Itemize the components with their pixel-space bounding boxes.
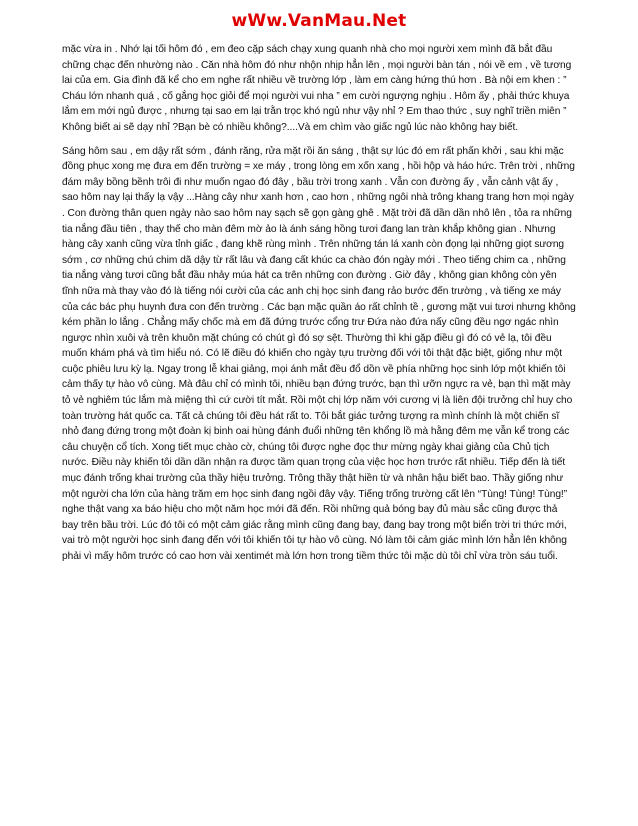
site-header: wWw.VanMau.Net: [231, 11, 407, 31]
paragraph-1: mặc vừa in . Nhớ lại tối hôm đó , em đeo cặp sách chạy xung quanh nhà cho mọi người xem mình đã bắt đầu chững chạc đến nhường nào . Căn nhà hôm đó như nhộn nhịp hẳn lên , mọi người bàn tán , nói về em , về tương lai của em. Gia đình đã kể cho em nghe rất nhiều về trường lớp , làm em càng hứng thú hơn . Bà nội em khen : ” Cháu lớn nhanh quá , cố gắng học giỏi để mọi người vui nha ” em cười ngượng nghịu . Hôm ấy , phải thức khuya lắm em mới ngủ được , nhưng tại sao em lại trằn trọc khó ngủ như vậy nhỉ ? Em thao thức , suy nghĩ triền miên ” Không biết ai sẽ dạy nhỉ ?Bạn bè có nhiều không?....Và em chìm vào giấc ngủ lúc nào không hay biết.: [62, 44, 572, 133]
paragraph-2: Sáng hôm sau , em dậy rất sớm , đánh răng, rửa mặt rồi ăn sáng , thật sự lúc đó em rất phấn khởi , sau khi mặc đồng phục xong mẹ đưa em đến trường = xe máy , trong lòng em xốn xang , hồi hộp và háo hức. Trên trời , những đám mây bồng bềnh trôi đi như muốn ngao đó đây , bầu trời trong xanh . Vẫn con đường ấy , vẫn cảnh vật ấy , sao hôm nay lại thấy lạ vậy ...Hàng cây như xanh hơn , cao hơn , những ngôi nhà trông khang trang hơn mọi ngày . Con đường thân quen ngày nào sao hôm nay sạch sẽ gọn gàng ghê . Mặt trời đã dần dần nhô lên , tỏa ra những tia nắng đầu tiên , thay thế cho màn đêm mờ ảo là ánh sáng hồng tươi đang lan tràn khắp không gian . Nhưng hàng cây xanh cũng vừa tỉnh giấc , đang khẽ rùng mình . Trên những tán lá xanh còn đọng lại những giọt sương sớm , cơ những chú chim dã dậy từ rất lâu và đang cất khúc ca chào đón ngày mới . Theo tiếng chim ca , những tia nắng vàng tươi cũng bắt đầu nhảy múa hát ca trên những con đường . Giờ đây , không gian không còn yên tĩnh nữa mà thay vào đó là tiếng nói cười của các anh chị học sinh đang rảo bước đến trường , và tiếng xe máy của các bác phụ huynh đưa con đến trường . Các bạn mặc quần áo rất chỉnh tề , gương mặt vui tươi nhưng không kém phần lo lắng . Chẳng mấy chốc mà em đã đứng trước cổng trư Đứa nào đứa nấy cũng đều ngơ ngác nhìn ngược nhìn xuôi và trên khuôn mặt chúng có chút gì đó sợ sệt. Thường thì khi gặp điều gì đó có vẻ lạ, tôi đều muốn khám phá và tìm hiểu nó. Có lẽ điều đó khiến cho ngày tựu trường đối với tôi thật đặc biệt, giống như một cuộc phiêu lưu kỳ lạ. Ngay trong lễ khai giảng, mọi ánh mắt đều đổ dồn về phía những học sinh lớp một khiến tôi cảm thấy tự hào vô cùng. Mà đâu chỉ có mình tôi, nhiều bạn đứng trước, bạn thì ưỡn ngực ra vẻ, bạn thì mặt mày tỏ vẻ nghiêm túc lắm mà miệng thì cứ cười tít mắt. Rồi một chị lớp năm với cương vị là liên đội trưởng chỉ huy cho toàn trường hát quốc ca. Tất cả chúng tôi đều hát rất to. Tôi bắt giác tưởng tượng ra mình chính là một chiến sĩ nhỏ đang đứng trong một đoàn kị binh oai hùng đánh đuổi những tên khổng lồ mà hằng đêm mẹ vẫn kể trong các câu chuyện cổ tích. Xong tiết mục chào cờ, chúng tôi được nghe đọc thư mừng ngày khai giảng của Chủ tịch nước. Điều này khiến tôi dần dần nhận ra được tầm quan trọng của việc học hơn trước rất nhiều. Tiếp đến là tiết mục đánh trống khai trường của thầy hiệu trưởng. Trông thầy thật hiền từ và nhân hậu biết bao. Thầy giống như một người cha lớn của hàng trăm em học sinh đang ngồi đây vậy. Tiếng trống trường cất lên “Tùng! Tùng! Tùng!” nghe thật vang xa báo hiệu cho một năm học mới đã đến. Rồi những quả bóng bay đủ màu sắc cũng được thả bay trên bầu trời. Lúc đó tôi có một cảm giác rằng mình cũng đang bay, đang bay trong một biển trời tri thức mới, vai trò một người học sinh đang đến với tôi khiến tôi tự hào vô cùng. Nó làm tôi cảm giác mình lớn hẳn lên không phải vì mấy hôm trước có cao hơn vài xentimét mà lớn hơn trong tiềm thức tôi mặc dù tôi chỉ vừa tròn sáu tuổi.: [62, 145, 576, 562]
